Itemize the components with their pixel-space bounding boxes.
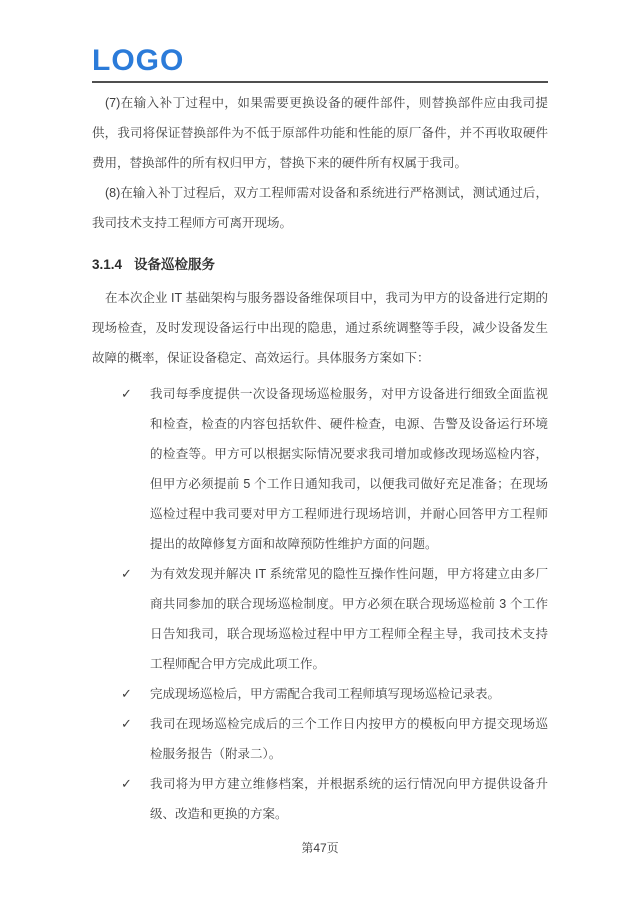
list-item (92, 379, 548, 559)
list-item-text: 我司在现场巡检完成后的三个工作日内按甲方的模板向甲方提交现场巡检服务报告（附录二）。 (150, 717, 548, 761)
company-logo: LOGO (92, 44, 185, 77)
checkmark-icon: ✓ (121, 776, 132, 791)
section-intro-paragraph: 在本次企业 IT 基础架构与服务器设备维保项目中，我司为甲方的设备进行定期的现场检查，及时发现设备运行中出现的隐患，通过系统调整等手段，减少设备发生故障的概率，保证设备稳定、高效运行。具体服务方案如下： (92, 291, 548, 365)
checkmark-icon: ✓ (121, 686, 132, 701)
page-header (92, 44, 548, 83)
paragraph-item-7: (7)在输入补丁过程中，如果需要更换设备的硬件部件，则替换部件应由我司提供，我司将保证替换部件为不低于原部件功能和性能的原厂备件，并不再收取硬件费用，替换部件的所有权归甲方，替换下来的硬件所有权属于我司。 (92, 96, 548, 170)
paragraph-item-8: (8)在输入补丁过程后，双方工程师需对设备和系统进行严格测试，测试通过后，我司技术支持工程师方可离开现场。 (92, 186, 548, 230)
checkmark-icon: ✓ (121, 386, 132, 401)
list-item-text: 我司每季度提供一次设备现场巡检服务，对甲方设备进行细致全面监视和检查，检查的内容包括软件、硬件检查，电源、告警及设备运行环境的检查等。甲方可以根据实际情况要求我司增加或修改现场巡检内容，但甲方必须提前 5 个工作日通知我司，以便我司做好充足准备；在现场巡检过程中我司要对甲方工程师进行现场培训，并耐心回答甲方工程师提出的故障修复方面和故障预防性维护方面的问题。 (150, 387, 548, 551)
page-number: 第47页 (301, 841, 339, 855)
list-item (92, 709, 548, 769)
header-rule (92, 81, 548, 83)
checkmark-icon: ✓ (121, 566, 132, 581)
section-heading (92, 252, 548, 278)
list-item-text: 完成现场巡检后，甲方需配合我司工程师填写现场巡检记录表。 (150, 687, 501, 701)
list-item-text: 我司将为甲方建立维修档案，并根据系统的运行情况向甲方提供设备升级、改造和更换的方案。 (150, 777, 548, 821)
checkmark-icon: ✓ (121, 716, 132, 731)
list-item-text: 为有效发现并解决 IT 系统常见的隐性互操作性问题，甲方将建立由多厂商共同参加的联合现场巡检制度。甲方必须在联合现场巡检前 3 个工作日告知我司，联合现场巡检过程中甲方工程师全程主导，我司技术支持工程师配合甲方完成此项工作。 (150, 567, 548, 671)
list-item (92, 679, 548, 709)
list-item (92, 559, 548, 679)
page-body (92, 88, 548, 829)
bullet-list (92, 379, 548, 829)
section-title: 设备巡检服务 (134, 257, 216, 272)
list-item (92, 769, 548, 829)
page-footer (92, 833, 548, 863)
section-number: 3.1.4 (92, 257, 123, 272)
